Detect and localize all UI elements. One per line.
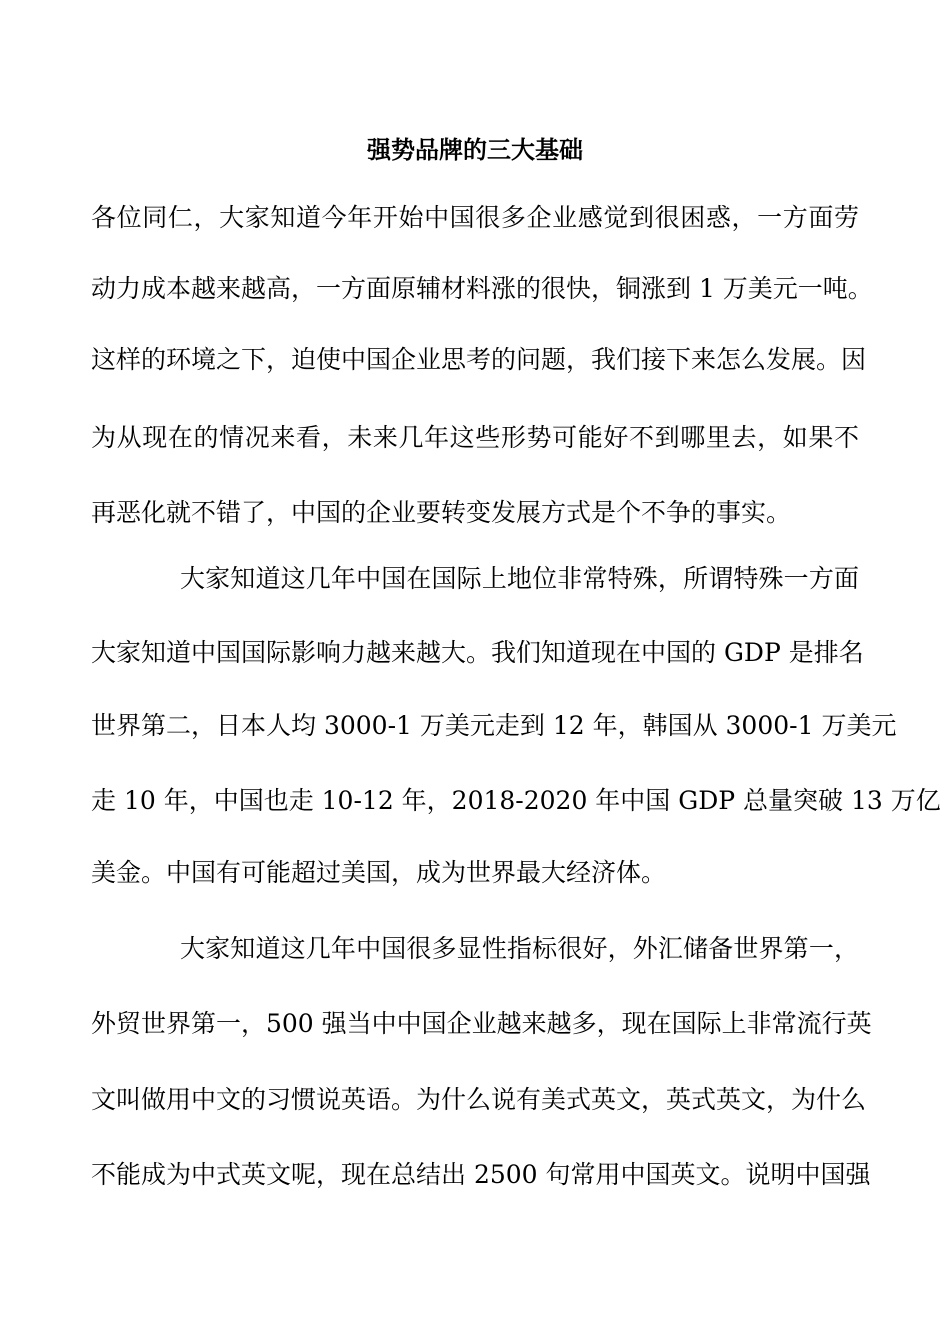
paragraph-line: 文叫做用中文的习惯说英语。为什么说有美式英文，英式英文，为什么 — [91, 1085, 867, 1114]
paragraph-line: 外贸世界第一，500 强当中中国企业越来越多，现在国际上非常流行英 — [91, 1009, 872, 1038]
paragraph-line: 各位同仁，大家知道今年开始中国很多企业感觉到很困惑，一方面劳 — [91, 203, 859, 232]
paragraph-line: 美金。中国有可能超过美国，成为世界最大经济体。 — [91, 858, 667, 887]
paragraph-line: 走 10 年，中国也走 10-12 年，2018-2020 年中国 GDP 总量突破 13 万亿 — [91, 786, 941, 815]
paragraph-line: 大家知道这几年中国很多显性指标很好，外汇储备世界第一， — [180, 934, 859, 963]
paragraph-line: 为从现在的情况来看，未来几年这些形势可能好不到哪里去，如果不 — [91, 423, 859, 452]
paragraph-line: 不能成为中式英文呢，现在总结出 2500 句常用中国英文。说明中国强 — [91, 1160, 871, 1189]
paragraph-line: 动力成本越来越高，一方面原辅材料涨的很快，铜涨到 1 万美元一吨。 — [91, 274, 873, 303]
paragraph-line: 再恶化就不错了，中国的企业要转变发展方式是个不争的事实。 — [91, 498, 792, 527]
document-title: 强势品牌的三大基础 — [367, 136, 583, 164]
paragraph-line: 大家知道这几年中国在国际上地位非常特殊，所谓特殊一方面 — [180, 564, 859, 593]
paragraph-line: 这样的环境之下，迫使中国企业思考的问题，我们接下来怎么发展。因 — [91, 345, 867, 374]
paragraph-line: 大家知道中国国际影响力越来越大。我们知道现在中国的 GDP 是排名 — [91, 638, 864, 667]
paragraph-line: 世界第二，日本人均 3000-1 万美元走到 12 年，韩国从 3000-1 万美元 — [91, 711, 897, 740]
